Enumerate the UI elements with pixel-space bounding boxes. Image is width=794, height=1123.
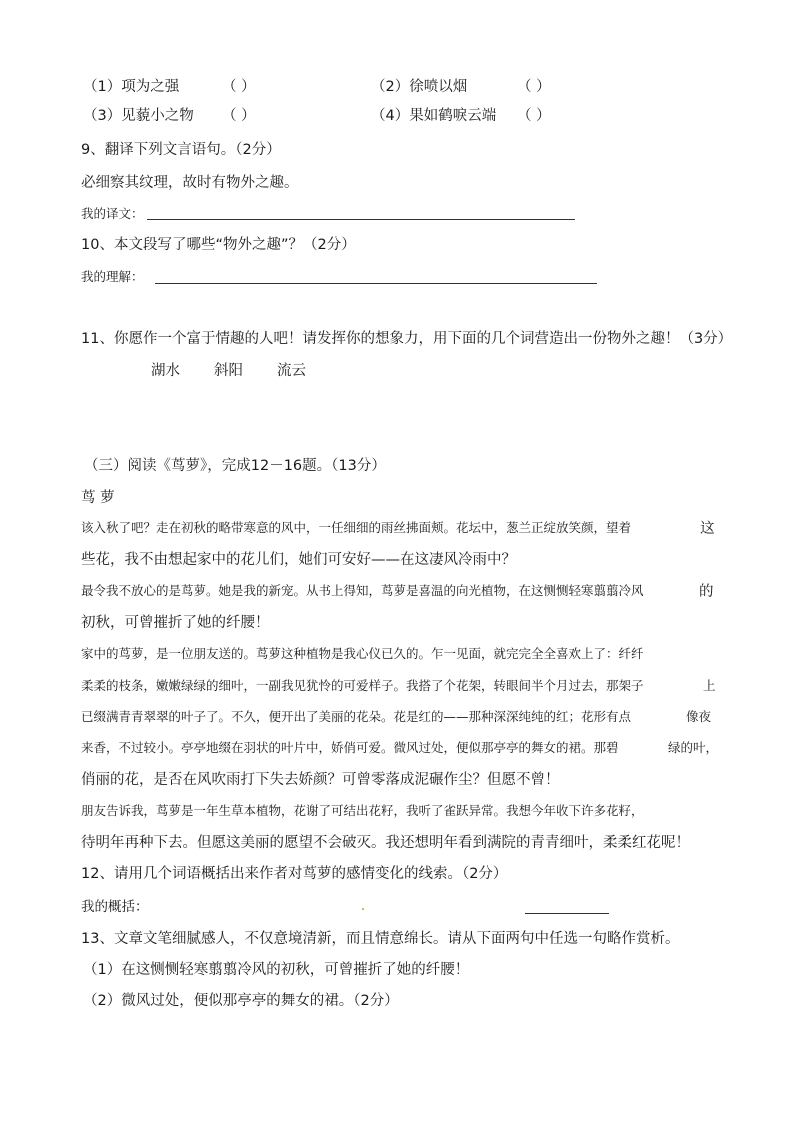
section-3-heading: （三）阅读《茑萝》，完成12－16题。（13分） [84, 458, 386, 474]
passage-p2-line2: 初秋，可曾摧折了她的纤腰！ [81, 615, 270, 631]
passage-p3-line4: 来香，不过较小。亭亭地缀在羽状的叶片中，娇俏可爱。微风过处，便似那亭亭的舞女的裙。那碧 [81, 740, 619, 755]
q12-question: 12、请用几个词语概括出来作者对茑萝的感情变化的线索。（2分） [81, 866, 508, 882]
q10-answer-label: 我的理解： [81, 269, 144, 284]
passage-p3-line2: 柔柔的枝条，嫩嫩绿绿的细叶，一副我见犹怜的可爱样子。我搭了个花架，转眼间半个月过去，那架子 [81, 678, 644, 693]
passage-p1-line2: 些花，我不由想起家中的花儿们，她们可安好——在这凄风冷雨中？ [81, 552, 516, 568]
passage-p3-line1: 家中的茑萝，是一位朋友送的。茑萝这种植物是我心仪已久的。乍一见面，就完完全全喜欢上了：纤纤 [81, 646, 644, 661]
passage-p3-line5: 俏丽的花，是否在风吹雨打下失去娇颜？可曾零落成泥碾作尘？但愿不曾！ [81, 772, 560, 788]
q8-item-1-blank[interactable]: （ ） [222, 79, 256, 95]
q10-question: 10、本文段写了哪些“物外之趣”？（2分） [81, 237, 356, 253]
passage-p2-line1: 最令我不放心的是茑萝。她是我的新宠。从书上得知，茑萝是喜温的向光植物，在这恻恻轻寒翦翦冷风 [81, 583, 644, 598]
stray-dot [362, 908, 364, 910]
q9-answer-label: 我的译文： [81, 206, 144, 221]
q12-answer-line[interactable] [525, 913, 609, 914]
q12-answer-label: 我的概括： [81, 899, 149, 915]
q8-item-1-label: （1）项为之强 [83, 79, 180, 95]
passage-p4-line2: 待明年再种下去。但愿这美丽的愿望不会破灭。我还想明年看到满院的青青细叶，柔柔红花呢！ [81, 835, 690, 851]
q8-item-4-blank[interactable]: （ ） [517, 108, 551, 124]
passage-title: 茑 萝 [81, 490, 115, 506]
q8-item-2-blank[interactable]: （ ） [517, 79, 551, 95]
q8-item-3-label: （3）见藐小之物 [83, 108, 194, 124]
passage-p1-line1: 该入秋了吧？走在初秋的略带寒意的风中，一任细细的雨丝拂面颊。花坛中，葱兰正绽放笑颜，望着 [81, 520, 632, 535]
passage-p3-line3: 已缀满青青翠翠的叶子了。不久，便开出了美丽的花朵。花是红的——那种深深纯纯的红；花形有点 [81, 709, 632, 724]
q11-question: 11、你愿作一个富于情趣的人吧！请发挥你的想象力，用下面的几个词营造出一份物外之趣！（3分） [81, 331, 733, 347]
passage-p3-line4-end: 绿的叶， [668, 740, 719, 755]
q13-option-1: （1）在这恻恻轻寒翦翦冷风的初秋，可曾摧折了她的纤腰！ [83, 962, 470, 978]
q11-word-3: 流云 [277, 363, 306, 379]
q8-item-2-label: （2）徐喷以烟 [371, 79, 468, 95]
passage-p1-line1-end: 这 [700, 521, 715, 537]
passage-p3-line3-end: 像夜 [686, 709, 712, 724]
q9-sentence: 必细察其纹理，故时有物外之趣。 [81, 175, 299, 191]
q10-answer-line[interactable] [155, 283, 597, 284]
q8-item-4-label: （4）果如鹤唳云端 [371, 108, 497, 124]
q11-word-2: 斜阳 [214, 363, 243, 379]
q9-question: 9、翻译下列文言语句。（2分） [81, 142, 281, 158]
q13-option-2: （2）微风过处，便似那亭亭的舞女的裙。（2分） [83, 993, 399, 1009]
q8-item-3-blank[interactable]: （ ） [222, 108, 256, 124]
passage-p3-line2-end: 上 [703, 678, 716, 693]
q11-word-1: 湖水 [151, 363, 180, 379]
passage-p2-line1-end: 的 [699, 584, 714, 600]
passage-p4-line1: 朋友告诉我，茑萝是一年生草本植物，花谢了可结出花籽，我听了雀跃异常。我想今年收下许多花籽， [81, 803, 644, 818]
q13-question: 13、文章文笔细腻感人，不仅意境清新，而且情意绵长。请从下面两句中任选一句略作赏析。 [81, 931, 680, 947]
q9-answer-line[interactable] [147, 219, 575, 220]
